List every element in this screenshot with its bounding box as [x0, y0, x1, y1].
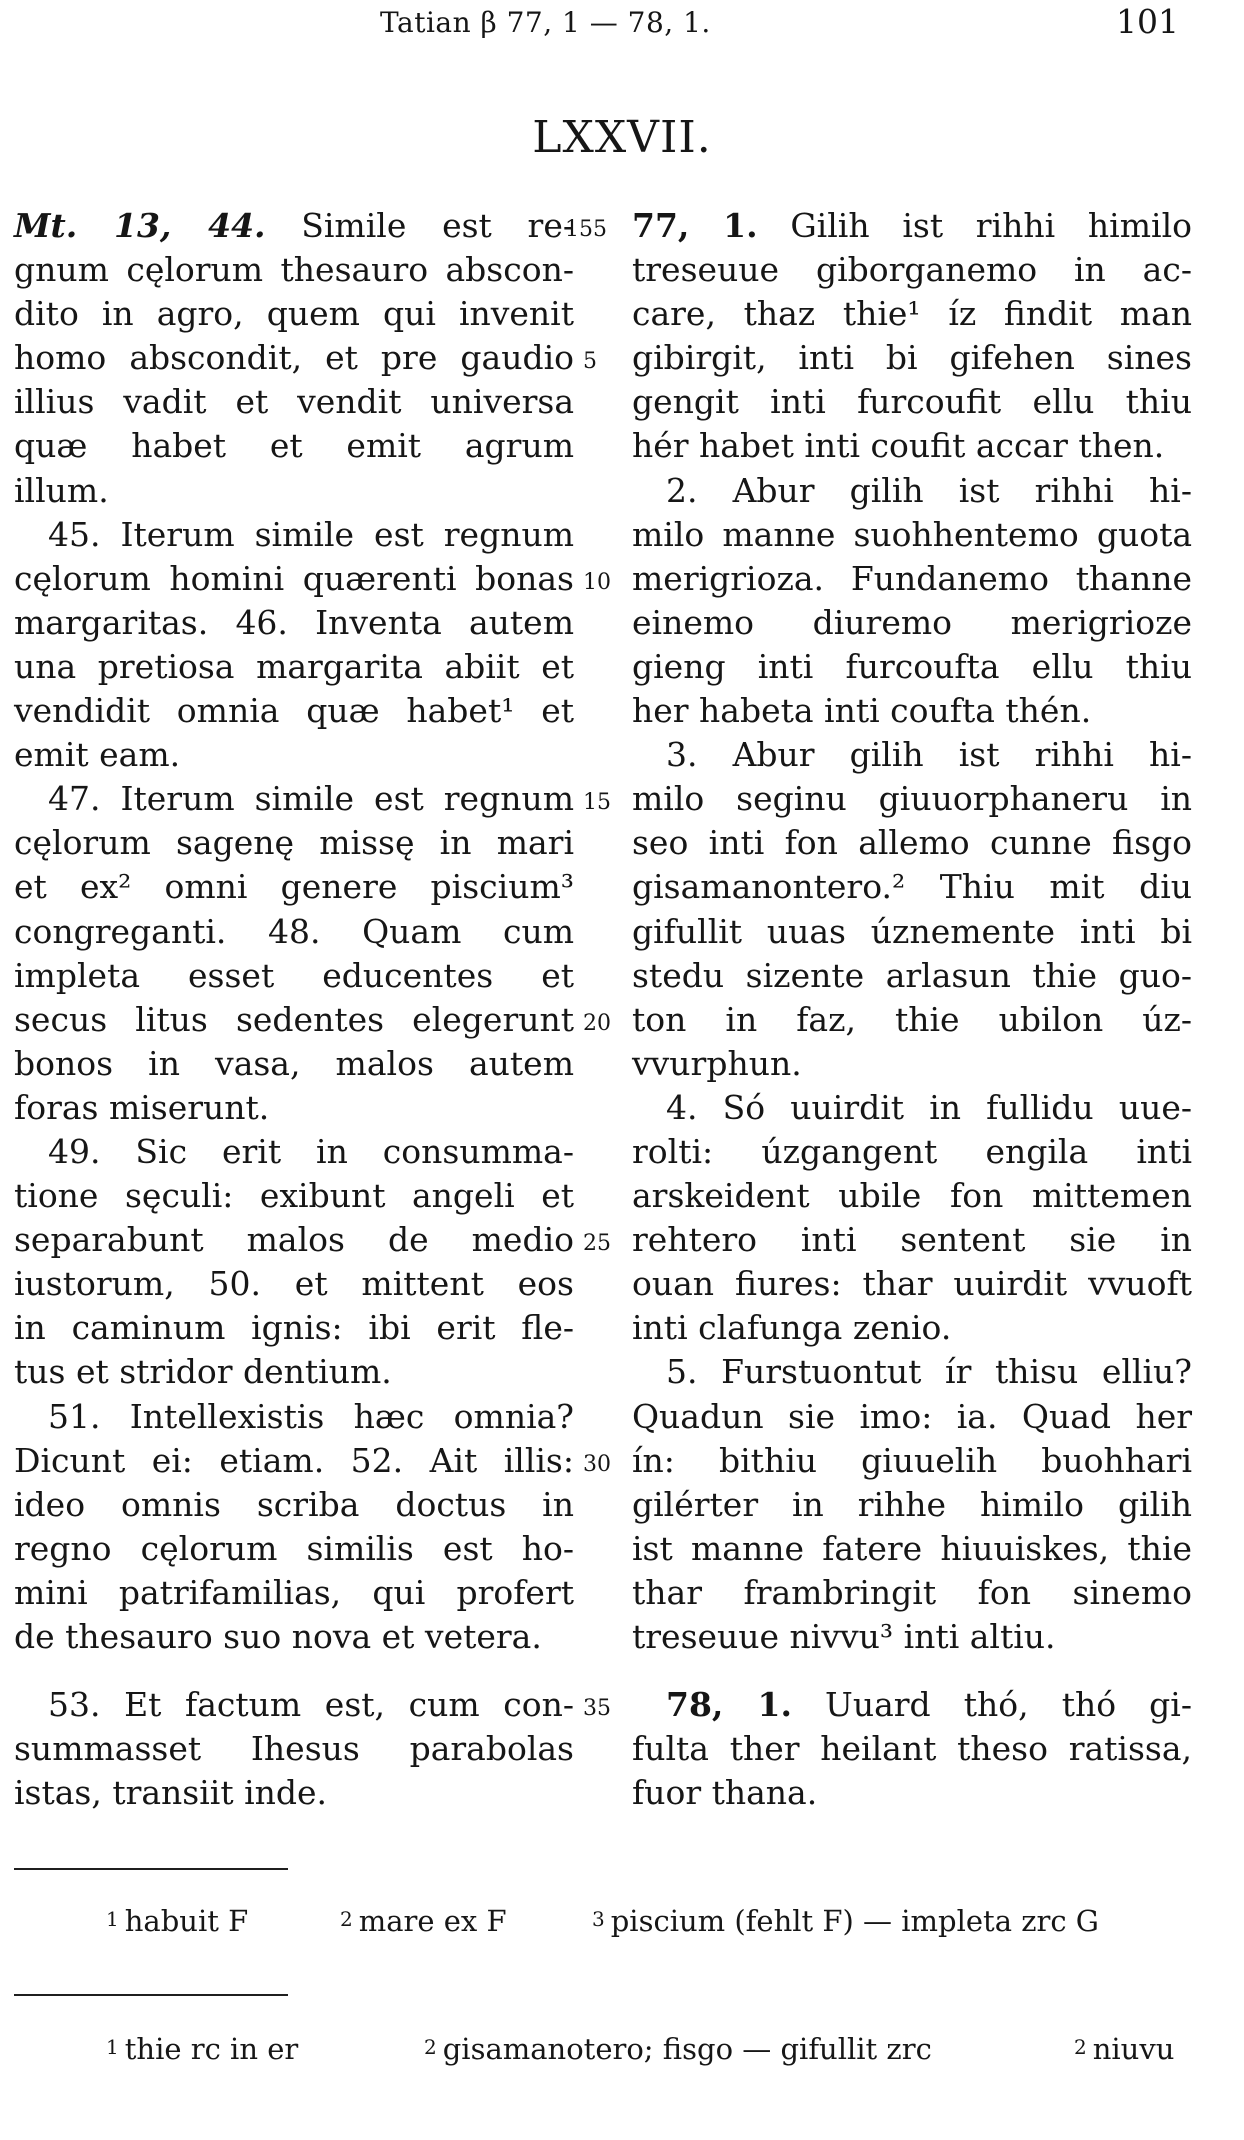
footnote-text: gisamanotero; fisgo — gifullit zrc [442, 2032, 932, 2066]
footnote-text: niuvu [1092, 2032, 1175, 2066]
ohg-line: seo inti fon allemo cunne fisgo [632, 823, 1192, 863]
latin-line: regno cęlorum similis est ho- [14, 1528, 574, 1568]
latin-line: vendidit omnia quæ habet¹ et [14, 691, 574, 731]
latin-line: tione sęculi: exibunt angeli et [14, 1176, 574, 1216]
latin-line: de thesauro suo nova et vetera. [14, 1617, 542, 1656]
latin-line: et ex² omni genere piscium³ [14, 867, 574, 907]
footnote [106, 2032, 298, 2066]
ohg-line: care, thaz thie¹ íz findit man [632, 294, 1192, 334]
verse-reference: 77, 1. [632, 206, 758, 245]
ohg-line: stedu sizente arlasun thie guo- [632, 955, 1192, 995]
footnote [1074, 2032, 1174, 2066]
ohg-line: treseuue nivvu³ inti altiu. [632, 1617, 1056, 1656]
ohg-line: inti clafunga zenio. [632, 1308, 952, 1348]
ohg-line: 3. Abur gilih ist rihhi hi- [666, 735, 1192, 775]
line-number: 15 [583, 790, 611, 816]
running-head [0, 2, 1244, 46]
ohg-line: 2. Abur gilih ist rihhi hi- [666, 470, 1192, 510]
ohg-line: vvurphun. [632, 1043, 802, 1083]
footnote-mark: 2 [1074, 2035, 1087, 2059]
ohg-line: hér habet inti coufit accar then. [632, 426, 1165, 466]
footnote-mark: 3 [592, 1907, 605, 1931]
ohg-line: gifullit uuas úznemente inti bi [632, 911, 1192, 951]
ohg-line: fuor thana. [632, 1773, 818, 1813]
ohg-line: 78, 1. Uuard thó, thó gi- [666, 1685, 1192, 1725]
latin-line: Mt. 13, 44. Simile est re- [14, 206, 574, 245]
latin-line: una pretiosa margarita abiit et [14, 646, 574, 686]
latin-line: 49. Sic erit in consumma- [48, 1131, 574, 1171]
latin-line: illum. [14, 470, 109, 510]
section-number: LXXVII. [532, 112, 712, 163]
latin-line: foras miserunt. [14, 1087, 270, 1127]
footnote [340, 1904, 507, 1938]
latin-line: iustorum, 50. et mittent eos [14, 1264, 574, 1304]
line-number: 155 [565, 217, 607, 242]
footnote [106, 1904, 248, 1938]
latin-line: cęlorum homini quærenti bonas [14, 558, 574, 598]
footnote-mark: 1 [106, 1907, 119, 1931]
latin-line: mini patrifamilias, qui profert [14, 1572, 574, 1612]
ohg-line: merigrioza. Fundanemo thanne [632, 558, 1192, 598]
ohg-line: Quadun sie imo: ia. Quad her [632, 1396, 1192, 1436]
line-number: 10 [583, 569, 611, 595]
latin-line: margaritas. 46. Inventa autem [14, 602, 574, 642]
ohg-line: gengit inti furcoufit ellu thiu [632, 382, 1192, 422]
latin-line: bonos in vasa, malos autem [14, 1043, 574, 1083]
latin-line: quæ habet et emit agrum [14, 426, 574, 466]
latin-line: congreganti. 48. Quam cum [14, 911, 574, 951]
latin-line: emit eam. [14, 735, 181, 775]
footnote [424, 2032, 932, 2066]
line-number: 25 [583, 1231, 611, 1257]
footnote-text: habuit F [124, 1904, 249, 1938]
ohg-line: ín: bithiu giuuelih buohhari [632, 1440, 1192, 1480]
latin-line: summasset Ihesus parabolas [14, 1729, 574, 1769]
running-title: Tatian β 77, 1 — 78, 1. [380, 6, 711, 39]
latin-line: cęlorum sagenę missę in mari [14, 823, 574, 863]
latin-line: ideo omnis scriba doctus in [14, 1484, 574, 1524]
ohg-line: arskeident ubile fon mittemen [632, 1176, 1192, 1216]
footnote-mark: 2 [424, 2035, 437, 2059]
line-number: 35 [583, 1696, 611, 1722]
footnote-text: thie rc in er [124, 2032, 299, 2066]
latin-line: 53. Et factum est, cum con- [48, 1685, 574, 1725]
footnote-text: piscium (fehlt F) — impleta zrc G [610, 1904, 1099, 1938]
verse-reference: 78, 1. [666, 1685, 792, 1725]
old-high-german-column [632, 204, 1192, 1815]
ohg-line: 4. Só uuirdit in fullidu uue- [666, 1087, 1192, 1127]
latin-column [14, 204, 574, 1815]
ohg-line: her habeta inti coufta thén. [632, 691, 1092, 731]
latin-line: tus et stridor dentium. [14, 1352, 392, 1392]
ohg-line: gieng inti furcoufta ellu thiu [632, 646, 1192, 686]
page-number: 101 [1116, 2, 1179, 41]
latin-line: Dicunt ei: etiam. 52. Ait illis: [14, 1440, 574, 1480]
footnote-rule-latin [14, 1868, 288, 1870]
footnote-mark: 2 [340, 1907, 353, 1931]
latin-line: illius vadit et vendit universa [14, 382, 574, 422]
ohg-line: gisamanontero.² Thiu mit diu [632, 867, 1192, 907]
footnote-mark: 1 [106, 2035, 119, 2059]
latin-line: in caminum ignis: ibi erit fle- [14, 1308, 574, 1348]
latin-line: homo abscondit, et pre gaudio [14, 338, 574, 378]
footnote-rule-ohg [14, 1994, 288, 1996]
ohg-line: 77, 1. Gilih ist rihhi himilo [632, 206, 1192, 245]
verse-reference: Mt. 13, 44. [14, 206, 266, 245]
ohg-line: milo seginu giuuorphaneru in [632, 779, 1192, 819]
latin-line: 51. Intellexistis hæc omnia? [48, 1396, 574, 1436]
ohg-line: ist manne fatere hiuuiskes, thie [632, 1528, 1192, 1568]
latin-line: separabunt malos de medio [14, 1220, 574, 1260]
latin-line: secus litus sedentes elegerunt [14, 999, 574, 1039]
line-number: 20 [583, 1010, 611, 1036]
ohg-line: fulta ther heilant theso ratissa, [632, 1729, 1192, 1769]
ohg-line: gibirgit, inti bi gifehen sines [632, 338, 1192, 378]
footnote [592, 1904, 1099, 1938]
line-number: 30 [583, 1451, 611, 1477]
latin-line: dito in agro, quem qui invenit [14, 294, 574, 334]
line-number: 5 [583, 349, 597, 375]
footnote-text: mare ex F [358, 1904, 507, 1938]
latin-line: 47. Iterum simile est regnum [48, 779, 574, 819]
ohg-line: thar frambringit fon sinemo [632, 1572, 1192, 1612]
ohg-line: 5. Furstuontut ír thisu elliu? [666, 1352, 1192, 1392]
ohg-line: einemo diuremo merigrioze [632, 602, 1192, 642]
ohg-line: gilérter in rihhe himilo gilih [632, 1484, 1192, 1524]
ohg-line: treseuue giborganemo in ac- [632, 250, 1192, 290]
latin-line: istas, transiit inde. [14, 1773, 328, 1813]
ohg-line: rehtero inti sentent sie in [632, 1220, 1192, 1260]
ohg-line: ton in faz, thie ubilon úz- [632, 999, 1192, 1039]
latin-line: impleta esset educentes et [14, 955, 574, 995]
latin-line: 45. Iterum simile est regnum [48, 514, 574, 554]
ohg-line: rolti: úzgangent engila inti [632, 1131, 1192, 1171]
ohg-line: milo manne suohhentemo guota [632, 514, 1192, 554]
latin-line: gnum cęlorum thesauro abscon- [14, 250, 574, 290]
ohg-line: ouan fiures: thar uuirdit vvuoft [632, 1264, 1192, 1304]
